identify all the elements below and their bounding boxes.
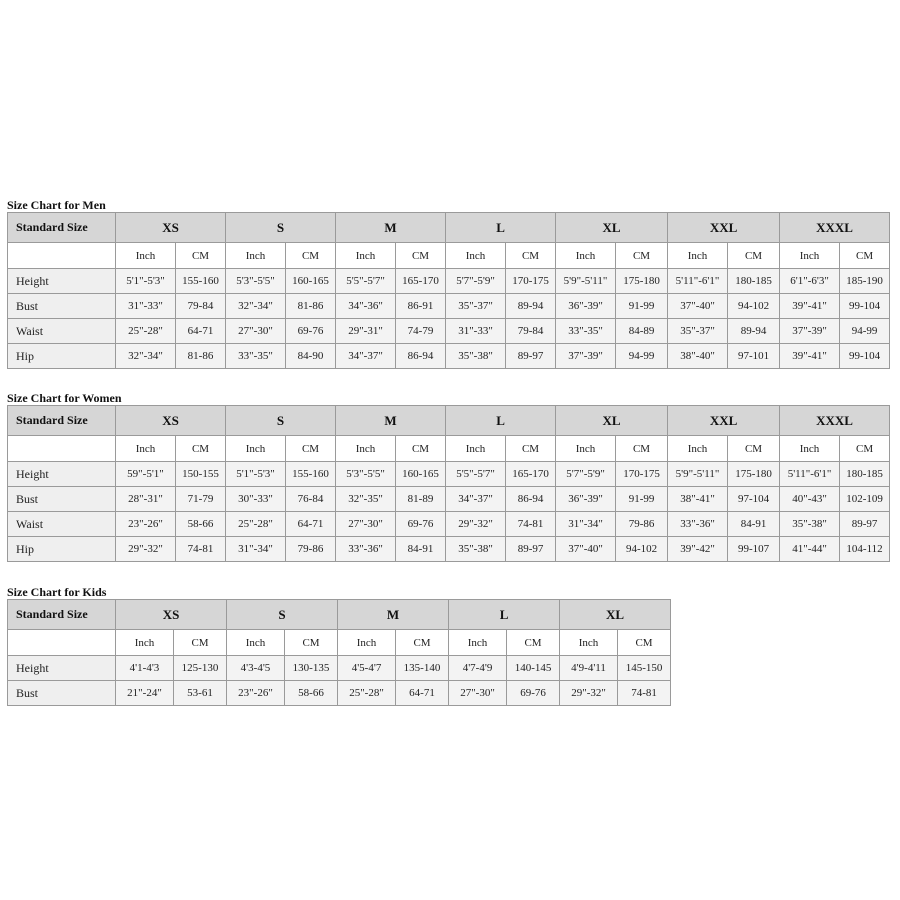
measurement-cell: 5'9"-5'11" [556,269,616,294]
measurement-cell: 145-150 [618,656,671,681]
measurement-cell: 5'7"-5'9" [446,269,506,294]
size-header-xl: XL [556,406,668,436]
unit-inch-header: Inch [116,630,174,656]
measurement-label: Hip [8,537,116,562]
measurement-cell: 23"-26" [227,681,285,706]
measurement-cell: 33"-36" [336,537,396,562]
measurement-cell: 94-99 [616,344,668,369]
measurement-cell: 58-66 [176,512,226,537]
measurement-cell: 39"-42" [668,537,728,562]
unit-cm-header: CM [286,243,336,269]
measurement-cell: 5'3"-5'5" [336,462,396,487]
measurement-cell: 35"-38" [446,344,506,369]
unit-inch-header: Inch [116,243,176,269]
men-size-section [7,198,890,369]
unit-cm-header: CM [396,630,449,656]
measurement-cell: 4'3-4'5 [227,656,285,681]
measurement-cell: 25"-28" [226,512,286,537]
measurement-cell: 38"-41" [668,487,728,512]
measurement-cell: 37"-39" [556,344,616,369]
measurement-row-hip [8,537,890,562]
unit-cm-header: CM [616,243,668,269]
unit-cm-header: CM [728,243,780,269]
measurement-cell: 29"-32" [560,681,618,706]
size-header-xs: XS [116,213,226,243]
measurement-cell: 74-79 [396,319,446,344]
measurement-label: Height [8,656,116,681]
measurement-row-waist [8,319,890,344]
unit-inch-header: Inch [336,243,396,269]
measurement-row-bust [8,681,671,706]
measurement-cell: 86-94 [396,344,446,369]
unit-cm-header: CM [176,436,226,462]
measurement-cell: 64-71 [176,319,226,344]
standard-size-header: Standard Size [8,406,116,436]
measurement-cell: 150-155 [176,462,226,487]
measurement-cell: 79-84 [506,319,556,344]
men-chart-title: Size Chart for Men [7,198,106,212]
size-header-xxxl: XXXL [780,406,890,436]
measurement-cell: 32"-34" [116,344,176,369]
measurement-cell: 84-91 [396,537,446,562]
measurement-cell: 25"-28" [116,319,176,344]
measurement-cell: 135-140 [396,656,449,681]
size-header-l: L [446,213,556,243]
measurement-cell: 74-81 [618,681,671,706]
measurement-cell: 125-130 [174,656,227,681]
size-header-l: L [449,600,560,630]
size-header-m: M [336,213,446,243]
measurement-cell: 35"-38" [446,537,506,562]
measurement-cell: 5'11"-6'1" [780,462,840,487]
measurement-label: Bust [8,294,116,319]
unit-inch-header: Inch [227,630,285,656]
measurement-cell: 175-180 [728,462,780,487]
measurement-cell: 4'7-4'9 [449,656,507,681]
unit-header-blank [8,630,116,656]
measurement-cell: 99-104 [840,344,890,369]
measurement-cell: 5'9"-5'11" [668,462,728,487]
unit-header-row [8,630,671,656]
measurement-cell: 35"-37" [446,294,506,319]
size-header-row [8,213,890,243]
unit-header-blank [8,436,116,462]
measurement-label: Hip [8,344,116,369]
unit-inch-header: Inch [556,243,616,269]
unit-inch-header: Inch [449,630,507,656]
women-size-section [7,391,890,562]
measurement-cell: 4'9-4'11 [560,656,618,681]
size-header-s: S [226,406,336,436]
measurement-cell: 180-185 [728,269,780,294]
unit-cm-header: CM [618,630,671,656]
women-chart-title: Size Chart for Women [7,391,122,405]
unit-inch-header: Inch [226,243,286,269]
size-header-xs: XS [116,406,226,436]
measurement-cell: 25"-28" [338,681,396,706]
unit-cm-header: CM [174,630,227,656]
unit-inch-header: Inch [116,436,176,462]
measurement-label: Waist [8,512,116,537]
size-header-m: M [338,600,449,630]
measurement-cell: 31"-34" [226,537,286,562]
measurement-cell: 33"-36" [668,512,728,537]
women-size-table [7,405,890,562]
measurement-cell: 53-61 [174,681,227,706]
measurement-label: Bust [8,487,116,512]
measurement-cell: 69-76 [396,512,446,537]
measurement-cell: 99-107 [728,537,780,562]
unit-inch-header: Inch [446,243,506,269]
unit-cm-header: CM [285,630,338,656]
kids-size-section [7,585,671,706]
unit-cm-header: CM [507,630,560,656]
measurement-cell: 4'1-4'3 [116,656,174,681]
measurement-cell: 102-109 [840,487,890,512]
measurement-cell: 58-66 [285,681,338,706]
size-header-xxl: XXL [668,406,780,436]
unit-inch-header: Inch [556,436,616,462]
unit-header-blank [8,243,116,269]
size-header-xxxl: XXXL [780,213,890,243]
unit-inch-header: Inch [336,436,396,462]
measurement-cell: 79-84 [176,294,226,319]
measurement-cell: 130-135 [285,656,338,681]
measurement-cell: 89-94 [506,294,556,319]
measurement-cell: 31"-34" [556,512,616,537]
unit-inch-header: Inch [780,243,840,269]
measurement-cell: 34"-37" [336,344,396,369]
measurement-cell: 89-97 [506,537,556,562]
measurement-cell: 23"-26" [116,512,176,537]
kids-size-table [7,599,671,706]
measurement-cell: 34"-37" [446,487,506,512]
measurement-cell: 84-90 [286,344,336,369]
measurement-cell: 35"-38" [780,512,840,537]
measurement-cell: 29"-32" [116,537,176,562]
measurement-cell: 79-86 [286,537,336,562]
size-header-xl: XL [556,213,668,243]
measurement-cell: 170-175 [506,269,556,294]
measurement-cell: 37"-40" [668,294,728,319]
measurement-cell: 29"-31" [336,319,396,344]
measurement-cell: 89-97 [840,512,890,537]
unit-cm-header: CM [176,243,226,269]
measurement-cell: 5'1"-5'3" [226,462,286,487]
measurement-cell: 104-112 [840,537,890,562]
size-header-xl: XL [560,600,671,630]
measurement-cell: 33"-35" [556,319,616,344]
measurement-cell: 86-94 [506,487,556,512]
measurement-cell: 99-104 [840,294,890,319]
measurement-cell: 64-71 [286,512,336,537]
measurement-cell: 28"-31" [116,487,176,512]
measurement-label: Height [8,269,116,294]
measurement-cell: 35"-37" [668,319,728,344]
unit-cm-header: CM [396,243,446,269]
measurement-cell: 74-81 [176,537,226,562]
measurement-cell: 180-185 [840,462,890,487]
measurement-cell: 165-170 [396,269,446,294]
measurement-cell: 71-79 [176,487,226,512]
measurement-row-bust [8,487,890,512]
measurement-cell: 89-97 [506,344,556,369]
measurement-cell: 89-94 [728,319,780,344]
measurement-cell: 97-104 [728,487,780,512]
measurement-cell: 5'1"-5'3" [116,269,176,294]
measurement-cell: 86-91 [396,294,446,319]
measurement-cell: 155-160 [286,462,336,487]
measurement-label: Bust [8,681,116,706]
measurement-cell: 165-170 [506,462,556,487]
unit-cm-header: CM [396,436,446,462]
measurement-cell: 30"-33" [226,487,286,512]
measurement-cell: 37"-39" [780,319,840,344]
unit-inch-header: Inch [780,436,840,462]
unit-cm-header: CM [506,436,556,462]
unit-header-row [8,243,890,269]
measurement-cell: 39"-41" [780,344,840,369]
measurement-cell: 76-84 [286,487,336,512]
size-header-m: M [336,406,446,436]
standard-size-header: Standard Size [8,600,116,630]
measurement-cell: 94-102 [728,294,780,319]
measurement-cell: 64-71 [396,681,449,706]
measurement-cell: 41"-44" [780,537,840,562]
measurement-cell: 97-101 [728,344,780,369]
measurement-cell: 31"-33" [446,319,506,344]
measurement-cell: 34"-36" [336,294,396,319]
kids-chart-title: Size Chart for Kids [7,585,107,599]
measurement-row-bust [8,294,890,319]
size-header-row [8,406,890,436]
standard-size-header: Standard Size [8,213,116,243]
size-header-l: L [446,406,556,436]
measurement-cell: 69-76 [286,319,336,344]
measurement-cell: 79-86 [616,512,668,537]
unit-inch-header: Inch [560,630,618,656]
size-header-xxl: XXL [668,213,780,243]
measurement-cell: 140-145 [507,656,560,681]
measurement-cell: 37"-40" [556,537,616,562]
men-size-table [7,212,890,369]
unit-cm-header: CM [728,436,780,462]
measurement-row-height [8,462,890,487]
measurement-cell: 170-175 [616,462,668,487]
unit-cm-header: CM [286,436,336,462]
measurement-cell: 5'11"-6'1" [668,269,728,294]
unit-inch-header: Inch [668,436,728,462]
measurement-cell: 94-102 [616,537,668,562]
measurement-cell: 36"-39" [556,487,616,512]
measurement-cell: 175-180 [616,269,668,294]
measurement-cell: 74-81 [506,512,556,537]
unit-inch-header: Inch [668,243,728,269]
measurement-cell: 160-165 [396,462,446,487]
unit-cm-header: CM [506,243,556,269]
measurement-label: Waist [8,319,116,344]
measurement-cell: 27"-30" [336,512,396,537]
unit-cm-header: CM [840,243,890,269]
measurement-cell: 40"-43" [780,487,840,512]
measurement-cell: 27"-30" [449,681,507,706]
unit-inch-header: Inch [446,436,506,462]
measurement-cell: 84-91 [728,512,780,537]
measurement-cell: 6'1"-6'3" [780,269,840,294]
unit-inch-header: Inch [338,630,396,656]
measurement-cell: 39"-41" [780,294,840,319]
size-header-s: S [227,600,338,630]
measurement-cell: 33"-35" [226,344,286,369]
size-header-row [8,600,671,630]
measurement-cell: 5'5"-5'7" [446,462,506,487]
measurement-cell: 84-89 [616,319,668,344]
size-header-s: S [226,213,336,243]
measurement-cell: 81-86 [286,294,336,319]
measurement-row-hip [8,344,890,369]
measurement-cell: 81-86 [176,344,226,369]
measurement-cell: 155-160 [176,269,226,294]
measurement-cell: 32"-35" [336,487,396,512]
unit-header-row [8,436,890,462]
measurement-cell: 94-99 [840,319,890,344]
measurement-cell: 5'7"-5'9" [556,462,616,487]
measurement-cell: 185-190 [840,269,890,294]
measurement-cell: 91-99 [616,294,668,319]
measurement-cell: 4'5-4'7 [338,656,396,681]
unit-cm-header: CM [840,436,890,462]
measurement-cell: 69-76 [507,681,560,706]
measurement-row-waist [8,512,890,537]
measurement-cell: 5'3"-5'5" [226,269,286,294]
measurement-cell: 91-99 [616,487,668,512]
measurement-row-height [8,269,890,294]
measurement-cell: 31"-33" [116,294,176,319]
measurement-cell: 81-89 [396,487,446,512]
measurement-cell: 32"-34" [226,294,286,319]
unit-inch-header: Inch [226,436,286,462]
measurement-row-height [8,656,671,681]
measurement-cell: 27"-30" [226,319,286,344]
measurement-cell: 38"-40" [668,344,728,369]
size-header-xs: XS [116,600,227,630]
unit-cm-header: CM [616,436,668,462]
measurement-cell: 21"-24" [116,681,174,706]
measurement-cell: 160-165 [286,269,336,294]
measurement-cell: 29"-32" [446,512,506,537]
measurement-label: Height [8,462,116,487]
measurement-cell: 36"-39" [556,294,616,319]
measurement-cell: 5'5"-5'7" [336,269,396,294]
measurement-cell: 59"-5'1" [116,462,176,487]
